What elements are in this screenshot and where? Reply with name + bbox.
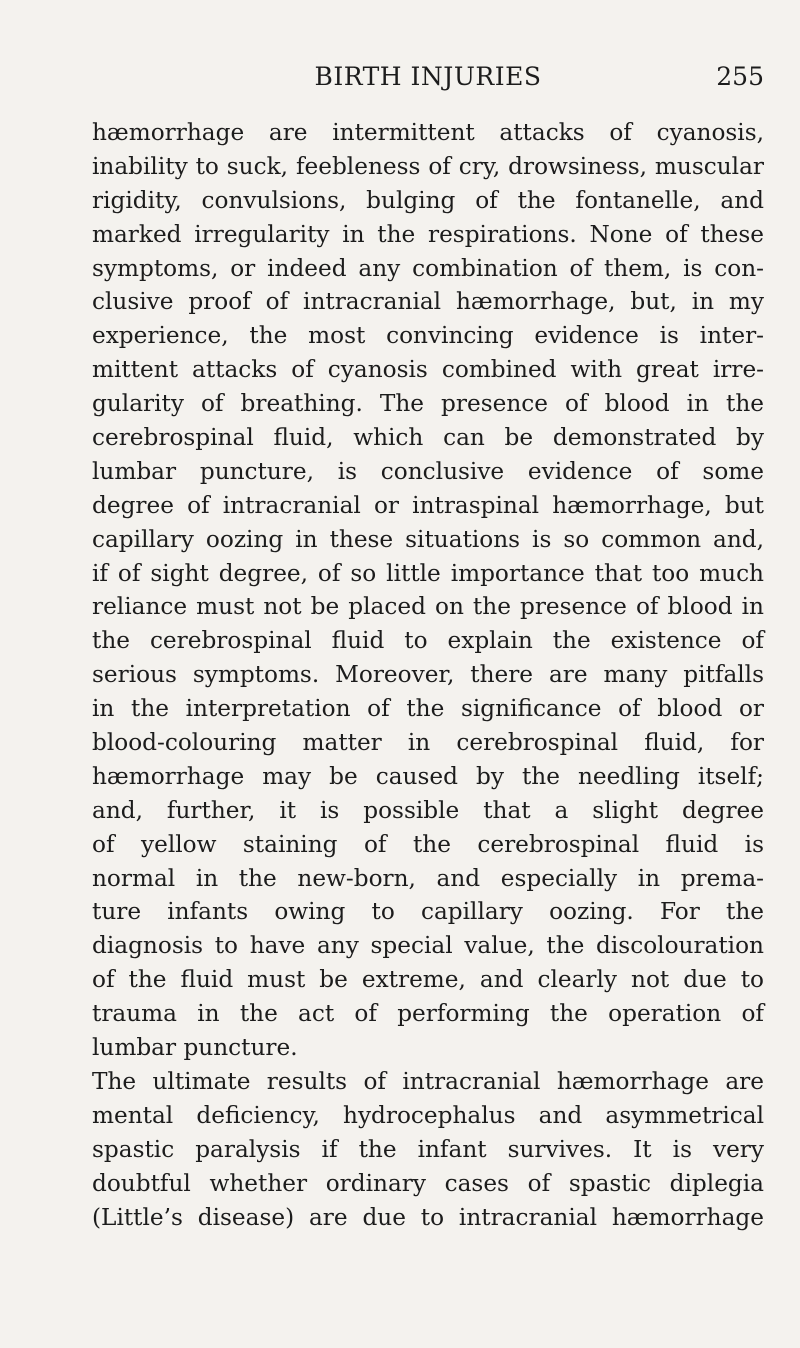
text-line: trauma in the act of performing the operation of — [92, 1000, 764, 1028]
text-line: spastic paralysis if the infant survives. It is very — [92, 1135, 764, 1163]
text-line: marked irregularity in the respirations. None of these — [92, 220, 764, 248]
text-line: the cerebrospinal fluid to explain the existence of — [92, 627, 764, 655]
text-line: inability to suck, feebleness of cry, drowsiness, muscular — [92, 152, 764, 180]
text-line: reliance must not be placed on the presence of blood in — [92, 593, 764, 621]
text-line: diagnosis to have any special value, the discolouration — [92, 932, 764, 960]
text-line: capillary oozing in these situations is so common and, — [92, 525, 764, 553]
text-line: blood-colouring matter in cerebrospinal fluid, for — [92, 729, 764, 757]
text-line: of yellow staining of the cerebrospinal fluid is — [92, 830, 764, 858]
text-line: hæmorrhage are intermittent attacks of cyanosis, — [92, 119, 764, 146]
text-line: (Little’s disease) are due to intracranial hæmorrhage — [92, 1203, 764, 1231]
text-line: mental deficiency, hydrocephalus and asymmetrical — [92, 1101, 764, 1129]
text-line: serious symptoms. Moreover, there are many pitfalls — [92, 661, 764, 689]
text-line: normal in the new-born, and especially in prema- — [92, 864, 764, 892]
text-line: cerebrospinal fluid, which can be demonstrated by — [92, 424, 764, 452]
text-line: in the interpretation of the significance of blood or — [92, 695, 764, 723]
text-line: ture infants owing to capillary oozing. For the — [92, 898, 764, 926]
page-number: 255 — [716, 62, 764, 91]
text-line: clusive proof of intracranial hæmorrhage, but, in my — [92, 288, 764, 316]
text-line: rigidity, convulsions, bulging of the fontanelle, and — [92, 186, 764, 214]
text-line: symptoms, or indeed any combination of them, is con- — [92, 254, 764, 282]
body-text — [92, 116, 764, 1234]
text-line: gularity of breathing. The presence of blood in the — [92, 390, 764, 418]
text-line: of the fluid must be extreme, and clearly not due to — [92, 966, 764, 994]
text-line: and, further, it is possible that a slight degree — [92, 796, 764, 824]
text-line: mittent attacks of cyanosis combined with great irre- — [92, 356, 764, 384]
text-line: The ultimate results of intracranial hæmorrhage are — [92, 1067, 764, 1095]
text-line: experience, the most convincing evidence is inter- — [92, 322, 764, 350]
text-line: doubtful whether ordinary cases of spastic diplegia — [92, 1169, 764, 1197]
text-line: degree of intracranial or intraspinal hæmorrhage, but — [92, 491, 764, 519]
running-title: BIRTH INJURIES — [314, 62, 542, 91]
text-line: if of sight degree, of so little importance that too much — [92, 559, 764, 587]
text-line: hæmorrhage may be caused by the needling itself; — [92, 762, 764, 790]
running-head — [92, 62, 764, 98]
text-line: lumbar puncture, is conclusive evidence of some — [92, 457, 764, 485]
text-line: lumbar puncture. — [92, 1034, 298, 1062]
